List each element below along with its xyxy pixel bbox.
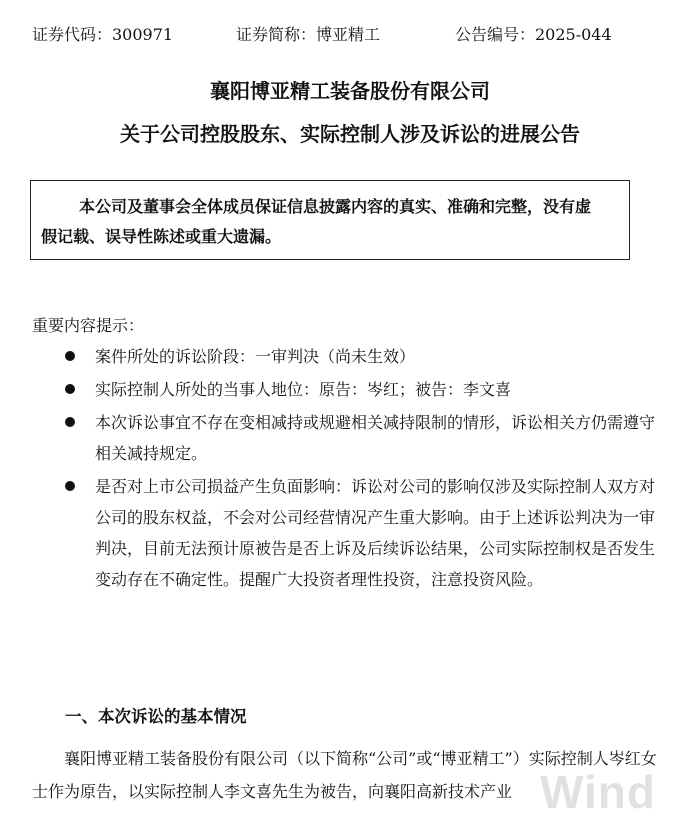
list-item bbox=[0, 341, 700, 372]
section-heading: 一、本次诉讼的基本情况 bbox=[65, 707, 247, 726]
bullet-dot-icon bbox=[65, 417, 75, 427]
key-point-text: 实际控制人所处的当事人地位：原告：岑红；被告：李文喜 bbox=[95, 380, 512, 399]
wind-watermark: Wind bbox=[540, 766, 656, 818]
key-points-list bbox=[0, 341, 700, 597]
bullet-dot-icon bbox=[65, 384, 75, 394]
key-point-text: 案件所处的诉讼阶段：一审判决（尚未生效） bbox=[95, 347, 416, 366]
key-points-label: 重要内容提示： bbox=[32, 316, 145, 335]
disclaimer-line-2: 假记载、误导性陈述或重大遗漏。 bbox=[41, 227, 282, 246]
list-item bbox=[0, 471, 700, 595]
list-item bbox=[0, 407, 700, 469]
company-title: 襄阳博亚精工装备股份有限公司 bbox=[210, 79, 490, 103]
disclaimer-line-1: 本公司及董事会全体成员保证信息披露内容的真实、准确和完整，没有虚 bbox=[79, 197, 592, 216]
announcement-header bbox=[32, 22, 680, 46]
disclaimer-box bbox=[30, 180, 630, 260]
announcement-number: 公告编号：2025-044 bbox=[455, 25, 612, 44]
announcement-title: 关于公司控股股东、实际控制人涉及诉讼的进展公告 bbox=[120, 122, 580, 146]
key-point-text: 本次诉讼事宜不存在变相减持或规避相关减持限制的情形，诉讼相关方仍需遵守相关减持规定。 bbox=[95, 413, 656, 463]
bullet-dot-icon bbox=[65, 351, 75, 361]
section-paragraph: 襄阳博亚精工装备股份有限公司（以下简称“公司”或“博亚精工”）实际控制人岑红女士作为原告，以实际控制人李文喜先生为被告，向襄阳高新技术产业 bbox=[32, 749, 657, 801]
list-item bbox=[0, 374, 700, 405]
stock-name: 证券简称：博亚精工 bbox=[236, 25, 381, 44]
stock-code: 证券代码：300971 bbox=[32, 25, 174, 44]
key-point-text: 是否对上市公司损益产生负面影响：诉讼对公司的影响仅涉及实际控制人双方对公司的股东权益，不会对公司经营情况产生重大影响。由于上述诉讼判决为一审判决，目前无法预计原被告是否上诉及后续诉讼结果，公司实际控制权是否发生变动存在不确定性。提醒广大投资者理性投资，注意投资风险。 bbox=[95, 477, 656, 589]
bullet-dot-icon bbox=[65, 481, 75, 491]
